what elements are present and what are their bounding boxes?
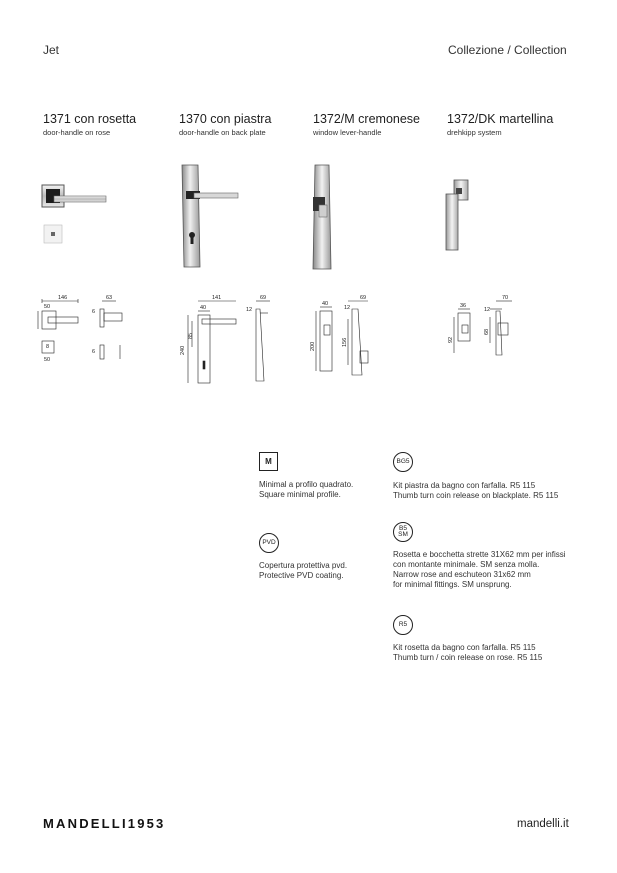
product-1372m bbox=[313, 112, 420, 137]
handle-1370-image bbox=[178, 163, 240, 276]
product-1372dk bbox=[447, 112, 553, 137]
bg5-kit-icon: BG5 bbox=[393, 452, 413, 472]
dim-depth: 69 bbox=[260, 295, 267, 301]
brand-logo: MANDELLI1953 bbox=[43, 816, 166, 831]
product-1371 bbox=[43, 112, 136, 137]
dim-depth: 69 bbox=[360, 295, 367, 301]
series-name: Jet bbox=[43, 43, 60, 57]
pvd-coating-icon: PVD bbox=[259, 533, 279, 553]
dim-center: 68 bbox=[484, 328, 490, 335]
feature-bg5: Kit piastra da bagno con farfalla. R5 115 Thumb turn coin release on blackplate. R5 115 bbox=[393, 481, 559, 500]
dim-width: 40 bbox=[322, 301, 329, 307]
dim-rose-height: 50 bbox=[44, 357, 51, 363]
feature-r5: Kit rosetta da bagno con farfalla. R5 115 Thumb turn / coin release on rose. R5 115 bbox=[393, 643, 543, 662]
dim-center: 156 bbox=[342, 337, 348, 347]
dim-center: 85 bbox=[188, 332, 194, 339]
product-description: door-handle on back plate bbox=[179, 128, 266, 137]
minimal-profile-icon: M bbox=[259, 452, 278, 471]
product-description: window lever-handle bbox=[313, 128, 382, 137]
dim-width: 146 bbox=[58, 295, 68, 301]
product-code: 1372/DK martellina bbox=[447, 112, 554, 126]
product-code: 1372/M cremonese bbox=[313, 112, 421, 126]
feature-minimal: Minimal a profilo quadrato. Square minimal profile. bbox=[259, 480, 354, 499]
product-description: drehkipp system bbox=[447, 128, 502, 137]
handle-1372dk-image bbox=[440, 178, 476, 259]
drawing-1372dk bbox=[440, 295, 520, 365]
b5-sm-icon: B5 SM bbox=[393, 522, 413, 542]
dim-height: 50 bbox=[44, 304, 51, 310]
dim-height: 240 bbox=[180, 345, 186, 355]
r5-kit-icon: R5 bbox=[393, 615, 413, 635]
product-code: 1371 con rosetta bbox=[43, 112, 137, 126]
dim-width: 36 bbox=[460, 303, 467, 309]
product-code: 1370 con piastra bbox=[179, 112, 272, 126]
drawing-1372m bbox=[306, 295, 386, 381]
dim-plate-width: 40 bbox=[200, 305, 207, 311]
dim-spacing: 12 bbox=[484, 307, 491, 313]
feature-pvd: Copertura protettiva pvd. Protective PVD coating. bbox=[259, 561, 348, 580]
dim-height: 200 bbox=[310, 341, 316, 351]
dim-rose: 8 bbox=[46, 344, 50, 350]
dim-depth: 70 bbox=[502, 295, 509, 301]
handle-1371-image bbox=[40, 183, 110, 250]
dim-thickness: 6 bbox=[92, 349, 96, 355]
dim-spacing: 6 bbox=[92, 309, 96, 315]
dim-depth: 63 bbox=[106, 295, 113, 301]
dim-height: 92 bbox=[448, 336, 454, 343]
product-1370 bbox=[179, 112, 271, 137]
collection-label: Collezione / Collection bbox=[448, 43, 567, 57]
dim-spacing: 12 bbox=[344, 305, 351, 311]
drawing-1370 bbox=[172, 295, 282, 387]
website-link[interactable]: mandelli.it bbox=[517, 818, 569, 830]
feature-b5-sm: Rosetta e bocchetta strette 31X62 mm per infissi con montante minimale. SM senza molla. Narrow rose and eschuteon 31x62 mm for minimal fittings. SM unsprung. bbox=[393, 550, 566, 589]
dim-width: 141 bbox=[212, 295, 222, 301]
handle-1372m-image bbox=[305, 163, 341, 278]
product-description: door-handle on rose bbox=[43, 128, 111, 137]
drawing-1371 bbox=[36, 295, 128, 367]
dim-spacing: 12 bbox=[246, 307, 253, 313]
